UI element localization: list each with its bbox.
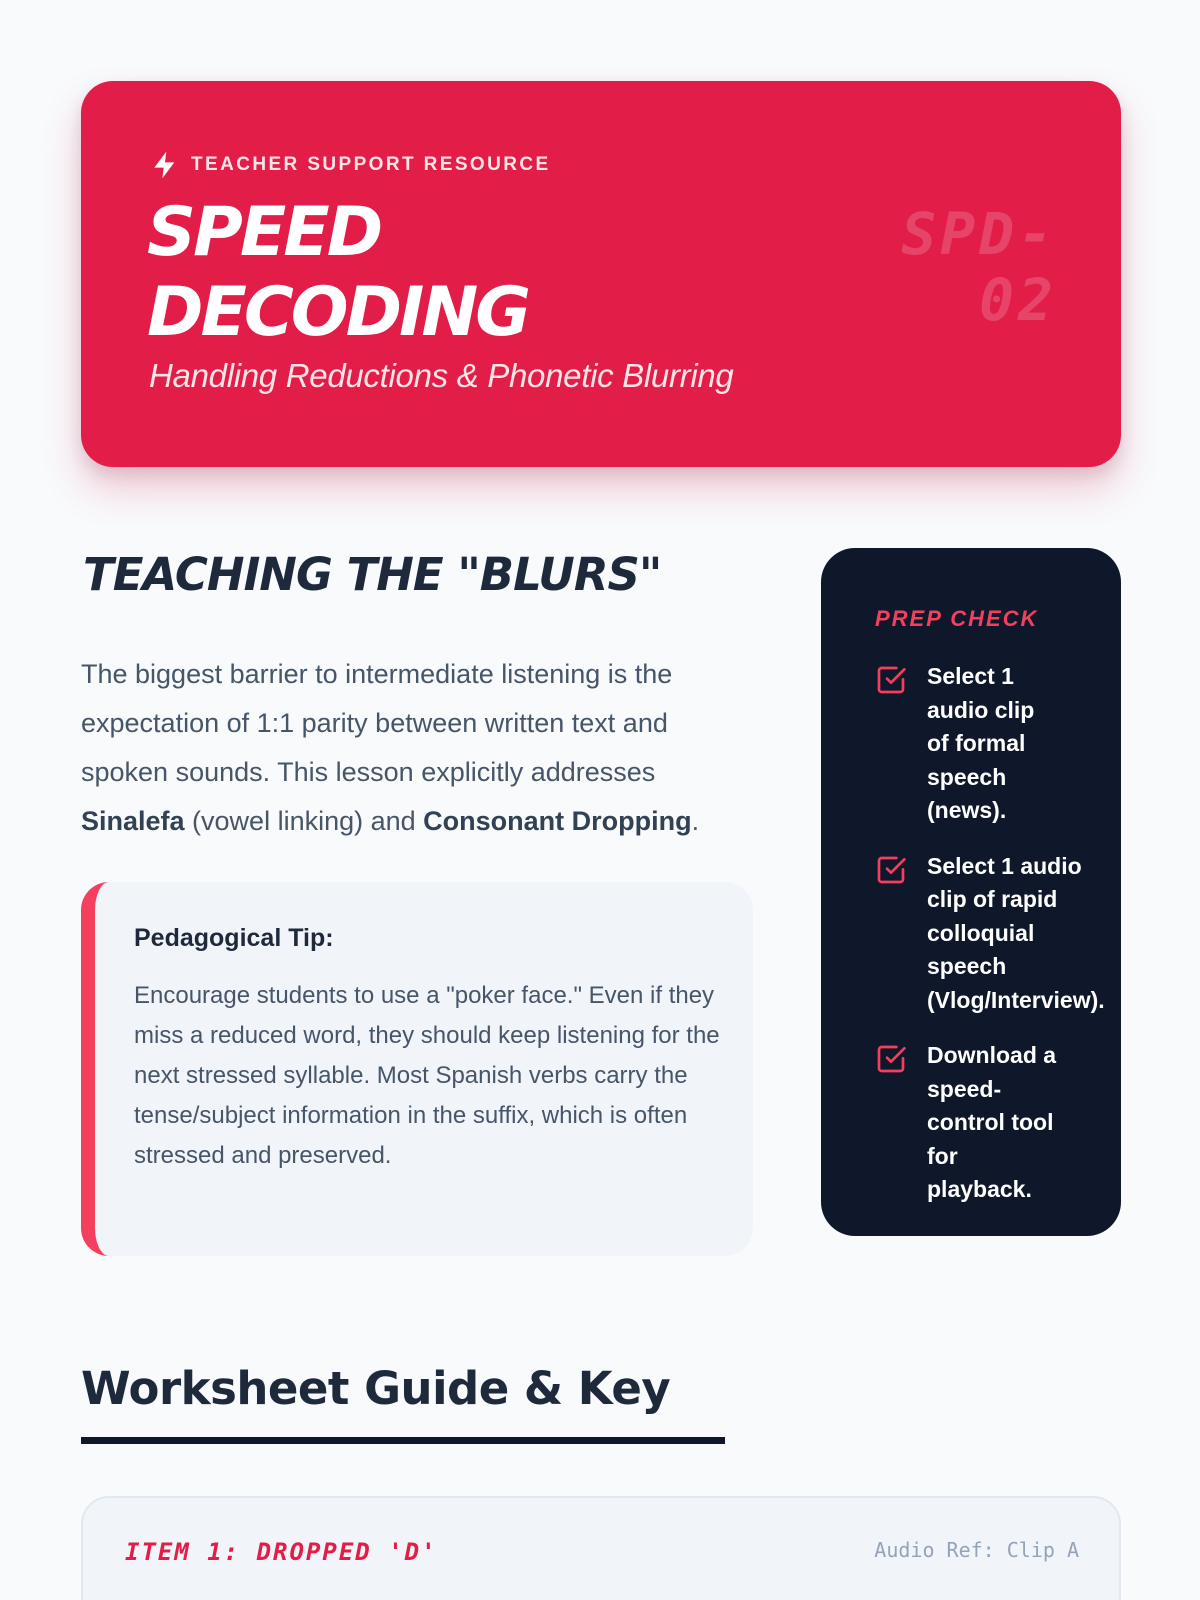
page-subtitle: Handling Reductions & Phonetic Blurring xyxy=(149,357,734,394)
audio-ref-label: Audio Ref: Clip A xyxy=(874,1538,1079,1562)
section-heading-worksheet: Worksheet Guide & Key xyxy=(81,1362,671,1415)
hero-banner xyxy=(81,81,1121,467)
intro-text: The biggest barrier to intermediate listening is the expectation of 1:1 parity between written text and spoken sounds. This lesson explicitly addresses xyxy=(81,659,673,787)
term-consonant-dropping: Consonant Dropping xyxy=(423,806,692,836)
section-heading-blurs: TEACHING THE "BLURS" xyxy=(83,548,662,601)
prep-check-item-text: Select 1 audio clip of rapid colloquial speech (Vlog/Interview). xyxy=(927,852,1105,1013)
resource-code-line1: SPD- xyxy=(901,200,1057,268)
prep-check-panel xyxy=(821,548,1121,1236)
pedagogical-tip-card xyxy=(81,882,753,1256)
page-title xyxy=(147,193,528,353)
worksheet-item-title: ITEM 1: DROPPED 'D' xyxy=(125,1538,438,1566)
tip-body: Encourage students to use a "poker face." Even if they miss a reduced word, they should keep listening for the next stressed syllable. Most Spanish verbs carry the tense/subject information in the suffix, which is often stressed and preserved. xyxy=(134,982,720,1169)
prep-check-title: PREP CHECK xyxy=(875,606,1039,631)
check-square-icon xyxy=(875,664,907,696)
tip-title: Pedagogical Tip: xyxy=(134,924,334,952)
intro-text-end: . xyxy=(691,806,700,836)
page-title-line2: DECODING xyxy=(147,273,529,352)
resource-code xyxy=(901,201,1057,333)
intro-text-mid: (vowel linking) and xyxy=(184,806,424,836)
worksheet-item-card xyxy=(81,1496,1121,1600)
prep-check-list xyxy=(875,660,1111,1229)
hero-tag-label: TEACHER SUPPORT RESOURCE xyxy=(191,154,551,175)
term-sinalefa: Sinalefa xyxy=(81,806,185,836)
resource-code-line2: 02 xyxy=(979,266,1057,334)
check-square-icon xyxy=(875,854,907,886)
prep-check-item-text: Select 1 audio clip of formal speech (news). xyxy=(927,663,1035,823)
check-square-icon xyxy=(875,1043,907,1075)
hero-tag xyxy=(149,149,551,181)
bolt-icon xyxy=(149,149,181,181)
page-title-line1: SPEED xyxy=(147,193,381,272)
prep-check-item-text: Download a speed-control tool for playback. xyxy=(927,1042,1057,1202)
prep-check-item xyxy=(875,1039,1111,1207)
prep-check-item xyxy=(875,850,1111,1018)
prep-check-item xyxy=(875,660,1111,828)
intro-paragraph xyxy=(81,650,761,846)
heading-underline xyxy=(81,1437,725,1444)
